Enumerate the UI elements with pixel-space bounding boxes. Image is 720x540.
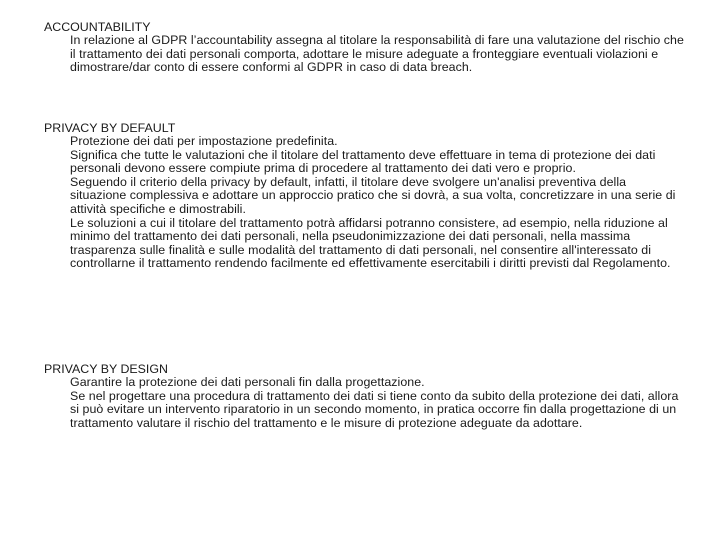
section-paragraph: Protezione dei dati per impostazione predefinita. bbox=[70, 134, 338, 148]
section-title: ACCOUNTABILITY bbox=[44, 20, 151, 34]
section-paragraph: Significa che tutte le valutazioni che il titolare del trattamento deve effettuare in tema di protezione dei dati personali devono essere compiute prima di procedere al trattamento dei dati vero e proprio. bbox=[70, 147, 656, 176]
section-privacy-by-default bbox=[44, 121, 684, 271]
section-paragraph: Se nel progettare una procedura di trattamento dei dati si tiene conto da subito della protezione dei dati, allora si può evitare un intervento riparatorio in un secondo momento, in pratica occorre fin dalla progettazione di un trattamento valutare il rischio del trattamento e le misure di protezione adeguate da adottare. bbox=[70, 388, 679, 430]
section-paragraph: Seguendo il criterio della privacy by default, infatti, il titolare deve svolgere un'analisi preventiva della situazione complessiva e adottare un approccio pratico che si dovrà, a sua volta, concretizzare in una serie di attività specifiche e dimostrabili. bbox=[70, 174, 676, 216]
section-paragraph: Le soluzioni a cui il titolare del trattamento potrà affidarsi potranno consistere, ad esempio, nella riduzione al minimo del trattamento dei dati personali, nella pseudonimizzazione dei dati personali, nella massima trasparenza sulle finalità e sulle modalità del trattamento di dati personali, nel consentire all'interessato di controllarne il trattamento rendendo facilmente ed effettivamente esercitabili i diritti previsti dal Regolamento. bbox=[70, 215, 671, 271]
section-accountability bbox=[44, 20, 684, 75]
section-paragraph: In relazione al GDPR l’accountability assegna al titolare la responsabilità di fare una valutazione del rischio che il trattamento dei dati personali comporta, adottare le misure adeguate a fronteggiare eventuali violazioni e dimostrare/dar conto di essere conformi al GDPR in caso di data breach. bbox=[70, 33, 684, 75]
section-privacy-by-design bbox=[44, 362, 684, 430]
section-paragraph: Garantire la protezione dei dati personali fin dalla progettazione. bbox=[70, 375, 425, 389]
section-title: PRIVACY BY DESIGN bbox=[44, 362, 168, 376]
section-title: PRIVACY BY DEFAULT bbox=[44, 121, 176, 135]
